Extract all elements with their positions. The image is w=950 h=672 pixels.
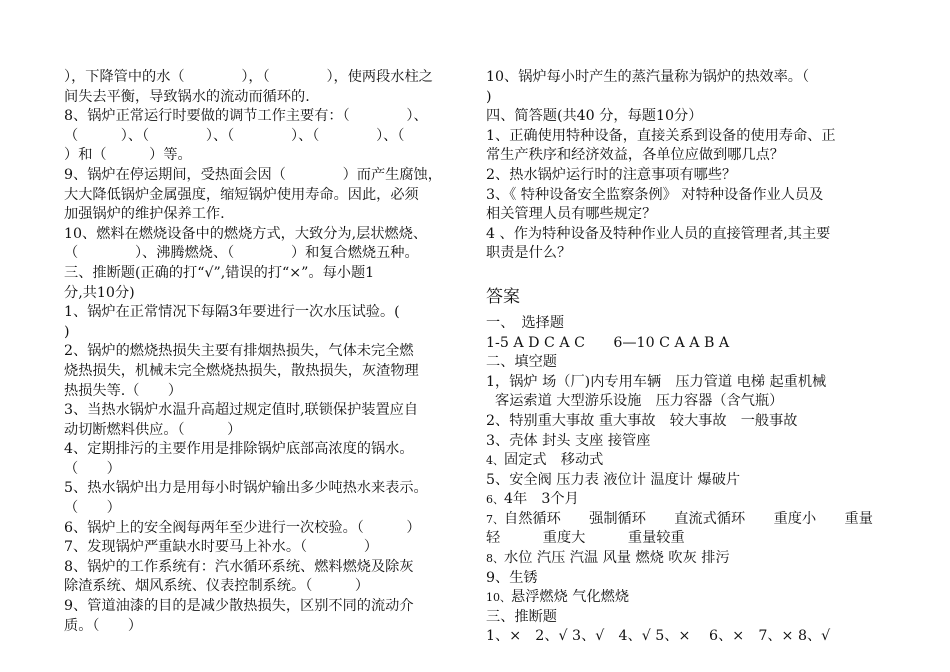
text-line: （ ） <box>64 460 121 477</box>
item-number: 10、 <box>486 591 511 605</box>
answer-text: 自然循环 强制循环 直流式循环 重度小 重量 <box>504 510 873 527</box>
answer-fill-7-cont: 轻 重度大 重量较重 <box>486 530 685 547</box>
answer-fill-9: 9、生锈 <box>486 569 538 586</box>
question-8: 8、锅炉正常运行时要做的调节工作主要有：（ ）、 <box>64 108 428 125</box>
answer-section-judgement: 三、推断题 <box>486 608 557 625</box>
answer-section-choice: 一、 选择题 <box>486 314 565 331</box>
item-number: 8、 <box>486 552 504 566</box>
short-answer-2: 2、热水锅炉运行时的注意事项有哪些？ <box>486 166 737 183</box>
judgement-10: 10、锅炉每小时产生的蒸汽量称为锅炉的热效率。（ <box>486 69 810 85</box>
text-line: （ ）、沸腾燃烧、（ ）和复合燃烧五种。 <box>64 245 419 262</box>
section-heading-short-answer: 四、简答题(共40 分，每题10分） <box>486 108 703 125</box>
text-line: （ ） <box>64 500 121 517</box>
item-number: 7、 <box>486 512 504 526</box>
text-line: 相关管理人员有哪些规定？ <box>486 206 657 223</box>
short-answer-3: 3、《 特种设备安全监察条例》 对特种设备作业人员及 <box>486 186 824 203</box>
answer-choice-values: 1-5 A D C A C 6—10 C A A B A <box>486 334 730 351</box>
judgement-1: 1、锅炉在正常情况下每隔3年要进行一次水压试验。( <box>64 304 400 321</box>
text-line: 除渣系统、烟风系统、仪表控制系统。（ ） <box>64 578 370 595</box>
text-line: 质。（ ） <box>64 617 143 634</box>
text-line: ) <box>64 323 70 340</box>
judgement-7: 7、发现锅炉严重缺水时要马上补水。（ ） <box>64 539 379 556</box>
item-number: 6、 <box>486 493 504 507</box>
answer-text: 悬浮燃烧 气化燃烧 <box>511 589 630 606</box>
judgement-8: 8、锅炉的工作系统有：汽水循环系统、燃料燃烧及除灰 <box>64 558 414 575</box>
text-line: 间失去平衡，导致锅水的流动而循环的. <box>64 88 310 105</box>
answer-fill-10 <box>486 588 896 608</box>
left-column <box>64 68 472 636</box>
text-line: 动切断燃料供应。（ ） <box>64 421 242 438</box>
judgement-2: 2、锅炉的燃烧热损失主要有排烟热损失，气体未完全燃 <box>64 343 414 360</box>
text-line: 职责是什么？ <box>486 245 572 262</box>
answer-text: 固定式 移动式 <box>504 452 604 469</box>
text-line: 常生产秩序和经济效益，各单位应做到哪几点？ <box>486 147 784 164</box>
text-line: （ ）、（ ）、（ ）、（ ）、（ <box>64 127 405 144</box>
answer-title: 答案 <box>486 286 520 307</box>
answer-fill-6 <box>486 490 896 510</box>
answer-text: 水位 汽压 汽温 风量 燃烧 吹灰 排污 <box>504 550 730 567</box>
section-heading-judgement: 三、推断题(正确的打“√”,错误的打“×”。每小题1 <box>64 264 375 281</box>
right-column <box>486 68 896 647</box>
text-line: ），下降管中的水（ ），（ ），使两段水柱之 <box>64 69 433 85</box>
short-answer-4: 4 、作为特种设备及特种作业人员的直接管理者,其主要 <box>486 225 831 242</box>
judgement-9: 9、管道油漆的目的是减少散热损失，区别不同的流动介 <box>64 598 414 615</box>
answer-section-fill: 二、填空题 <box>486 354 557 371</box>
judgement-6: 6、锅炉上的安全阀每两年至少进行一次校验。（ ） <box>64 519 421 536</box>
text-line: ) <box>486 88 492 105</box>
text-line: 热损失等.（ ） <box>64 382 183 399</box>
text-line: 大大降低锅炉金属强度，缩短锅炉使用寿命。因此，必须 <box>64 186 419 203</box>
text-line: 加强锅炉的维护保养工作. <box>64 206 225 223</box>
text-line: ）和（ ）等。 <box>64 147 192 164</box>
judgement-3: 3、当热水锅炉水温升高超过规定值时,联锁保护装置应自 <box>64 402 419 419</box>
answer-fill-1-cont: 客运索道 大型游乐设施 压力容器（含气瓶） <box>486 393 784 410</box>
answer-fill-8 <box>486 549 896 569</box>
answer-judgement-values: 1、× 2、√ 3、√ 4、√ 5、× 6、× 7、× 8、√ <box>486 628 831 645</box>
text-line: 烧热损失，机械未完全燃烧热损失，散热损失，灰渣物理 <box>64 362 419 379</box>
question-10: 10、燃料在燃烧设备中的燃烧方式，大致分为,层状燃烧、 <box>64 225 428 242</box>
question-9: 9、锅炉在停运期间，受热面会因（ ）而产生腐蚀， <box>64 166 442 183</box>
answer-fill-3: 3、壳体 封头 支座 接管座 <box>486 432 651 449</box>
item-number: 4、 <box>486 454 504 468</box>
text-line: 分,共10分) <box>64 284 135 301</box>
answer-text: 4年 3个月 <box>504 491 579 508</box>
answer-fill-7 <box>486 510 896 530</box>
short-answer-1: 1、正确使用特种设备，直接关系到设备的使用寿命、正 <box>486 127 836 144</box>
judgement-5: 5、热水锅炉出力是用每小时锅炉输出多少吨热水来表示。 <box>64 480 428 497</box>
answer-fill-1: 1，锅炉 场（厂)内专用车辆 压力管道 电梯 起重机械 <box>486 373 827 390</box>
answer-fill-5: 5、安全阀 压力表 液位计 温度计 爆破片 <box>486 471 741 488</box>
judgement-4: 4、定期排污的主要作用是排除锅炉底部高浓度的锅水。 <box>64 441 414 458</box>
answer-fill-4 <box>486 451 896 471</box>
answer-fill-2: 2、特别重大事故 重大事故 较大事故 一般事故 <box>486 412 798 429</box>
